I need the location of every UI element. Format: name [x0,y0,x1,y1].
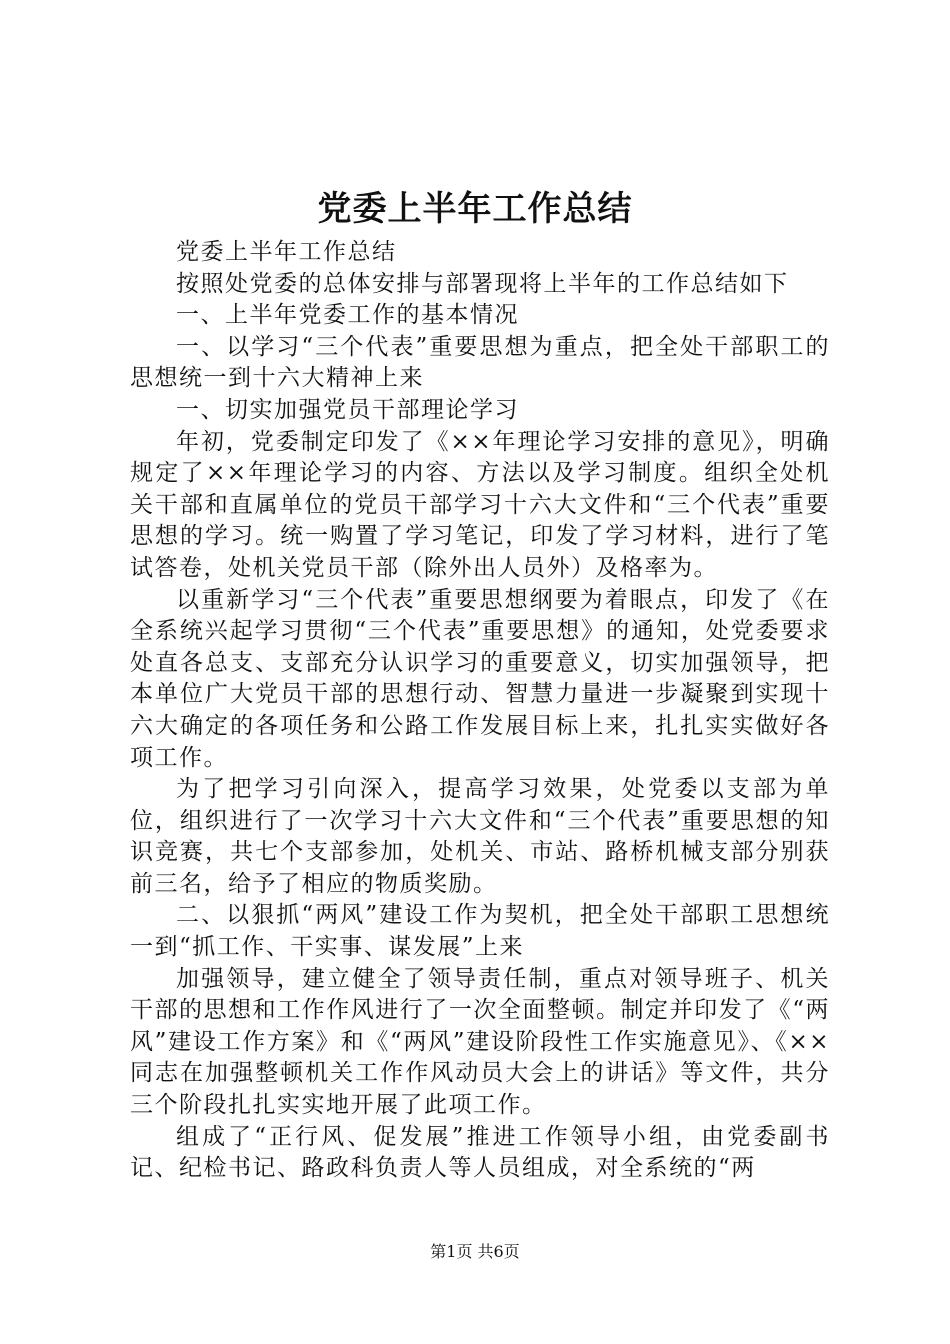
paragraph: 按照处党委的总体安排与部署现将上半年的工作总结如下 [176,270,789,297]
subsection-heading: 二、以狠抓“两风”建设工作为契机，把全处干部职工思想统一到“抓工作、干实事、谋发展”上来 [130,902,830,961]
document-body [130,237,830,1185]
paragraph: 年初，党委制定印发了《××年理论学习安排的意见》，明确规定了××年理论学习的内容、方法以及学习制度。组织全处机关干部和直属单位的党员干部学习十六大文件和“三个代表”重要思想的学习。统一购置了学习笔记，印发了学习材料，进行了笔试答卷，处机关党员干部（除外出人员外）及格率为。 [130,428,830,581]
page-footer: 第1页 共6页 [430,1242,520,1261]
paragraph: 组成了“正行风、促发展”推进工作领导小组，由党委副书记、纪检书记、路政科负责人等人员组成，对全系统的“两 [130,1123,830,1182]
paragraph: 为了把学习引向深入，提高学习效果，处党委以支部为单位，组织进行了一次学习十六大文件和“三个代表”重要思想的知识竞赛，共七个支部参加，处机关、市站、路桥机械支部分别获前三名，给予了相应的物质奖励。 [130,776,830,897]
paragraph: 以重新学习“三个代表”重要思想纲要为着眼点，印发了《在全系统兴起学习贯彻“三个代表”重要思想》的通知，处党委要求处直各总支、支部充分认识学习的重要意义，切实加强领导，把本单位广大党员干部的思想行动、智慧力量进一步凝聚到实现十六大确定的各项任务和公路工作发展目标上来，扎扎实实做好各项工作。 [130,586,830,771]
paragraph: 党委上半年工作总结 [176,239,397,265]
subsection-heading: 一、切实加强党员干部理论学习 [176,396,519,423]
document-title: 党委上半年工作总结 [317,189,633,229]
section-heading: 一、上半年党委工作的基本情况 [176,302,519,329]
subsection-heading: 一、以学习“三个代表”重要思想为重点，把全处干部职工的思想统一到十六大精神上来 [130,333,830,392]
paragraph: 加强领导，建立健全了领导责任制，重点对领导班子、机关干部的思想和工作作风进行了一次全面整顿。制定并印发了《“两风”建设工作方案》和《“两风”建设阶段性工作实施意见》、《××同志在加强整顿机关工作作风动员大会上的讲话》等文件，共分三个阶段扎扎实实地开展了此项工作。 [130,965,830,1119]
